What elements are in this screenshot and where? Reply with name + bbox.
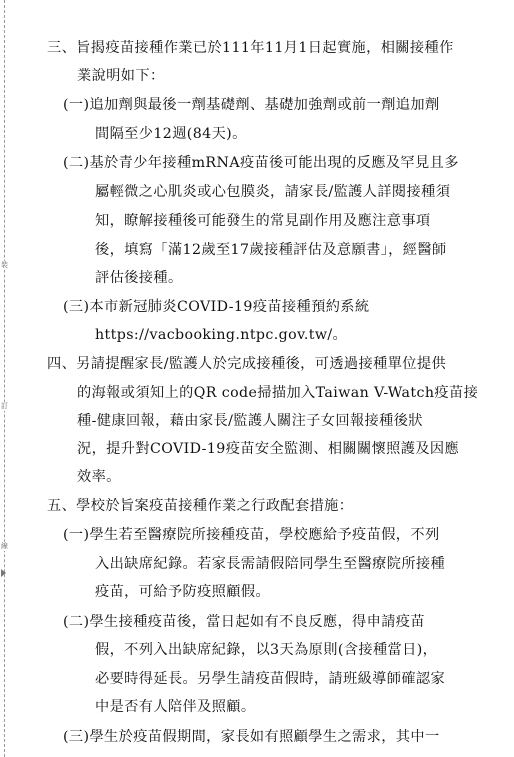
- section-4-line-5: 效率。: [77, 469, 121, 485]
- binding-arrow-icon: [1, 569, 6, 577]
- binding-mark-top: 裝: [1, 261, 8, 269]
- item-3-2-line-1: (二)基於青少年接種mRNA疫苗後可能出現的反應及罕見且多: [63, 155, 459, 171]
- section-5-line-1: 五、學校於旨案疫苗接種作業之行政配套措施：: [47, 498, 354, 514]
- item-3-2-line-4: 後，填寫「滿12歲至17歲接種評估及意願書」，經醫師: [95, 242, 447, 258]
- item-3-1-line-1: (一)追加劑與最後一劑基礎劑、基礎加強劑或前一劑追加劑: [63, 97, 440, 113]
- section-4-line-1: 四、另請提醒家長/監護人於完成接種後，可透過接種單位提供: [47, 356, 447, 372]
- item-5-2-line-1: (二)學生接種疫苗後，當日起如有不良反應，得申請疫苗: [63, 614, 425, 630]
- item-5-1-line-3: 疫苗，可給予防疫照顧假。: [95, 584, 271, 600]
- binding-line: [4, 0, 5, 757]
- item-5-3-line-1: (三)學生於疫苗假期間，家長如有照顧學生之需求，其中一: [63, 729, 440, 745]
- section-4-line-3: 種-健康回報，藉由家長/監護人關注子女回報接種後狀: [77, 413, 423, 429]
- section-4-line-4: 況，提升對COVID-19疫苗安全監測、相關關懷照護及因應: [77, 441, 460, 457]
- item-5-2-line-3: 必要時得延長。另學生請疫苗假時，請班級導師確認家: [95, 671, 446, 687]
- item-5-2-line-2: 假，不列入出缺席紀錄，以3天為原則(含接種當日)，: [95, 642, 438, 658]
- item-5-1-line-2: 入出缺席紀錄。若家長需請假陪同學生至醫療院所接種: [95, 556, 446, 572]
- binding-mark-bottom: 線: [1, 542, 8, 550]
- item-3-3-line-1: (三)本市新冠肺炎COVID-19疫苗接種預約系統: [63, 299, 370, 315]
- vaccine-booking-url: https://vacbooking.ntpc.gov.tw/。: [95, 327, 348, 343]
- item-3-2-line-2: 屬輕微之心肌炎或心包膜炎，請家長/監護人詳閱接種須: [95, 184, 451, 200]
- section-4-line-2: 的海報或須知上的QR code掃描加入Taiwan V-Watch疫苗接: [77, 385, 479, 401]
- item-3-2-line-3: 知，瞭解接種後可能發生的常見副作用及應注意事項: [95, 213, 431, 229]
- item-5-2-line-4: 中是否有人陪伴及照顧。: [95, 699, 256, 715]
- binding-mark-middle: 訂: [1, 402, 8, 410]
- item-5-1-line-1: (一)學生若至醫療院所接種疫苗，學校應給予疫苗假，不列: [63, 527, 440, 543]
- item-3-1-line-2: 間隔至少12週(84天)。: [95, 126, 247, 142]
- item-3-2-line-5: 評估後接種。: [95, 270, 183, 286]
- section-3-line-1: 三、旨揭疫苗接種作業已於111年11月1日起實施，相關接種作: [47, 40, 454, 56]
- section-3-line-2: 業說明如下：: [77, 68, 165, 84]
